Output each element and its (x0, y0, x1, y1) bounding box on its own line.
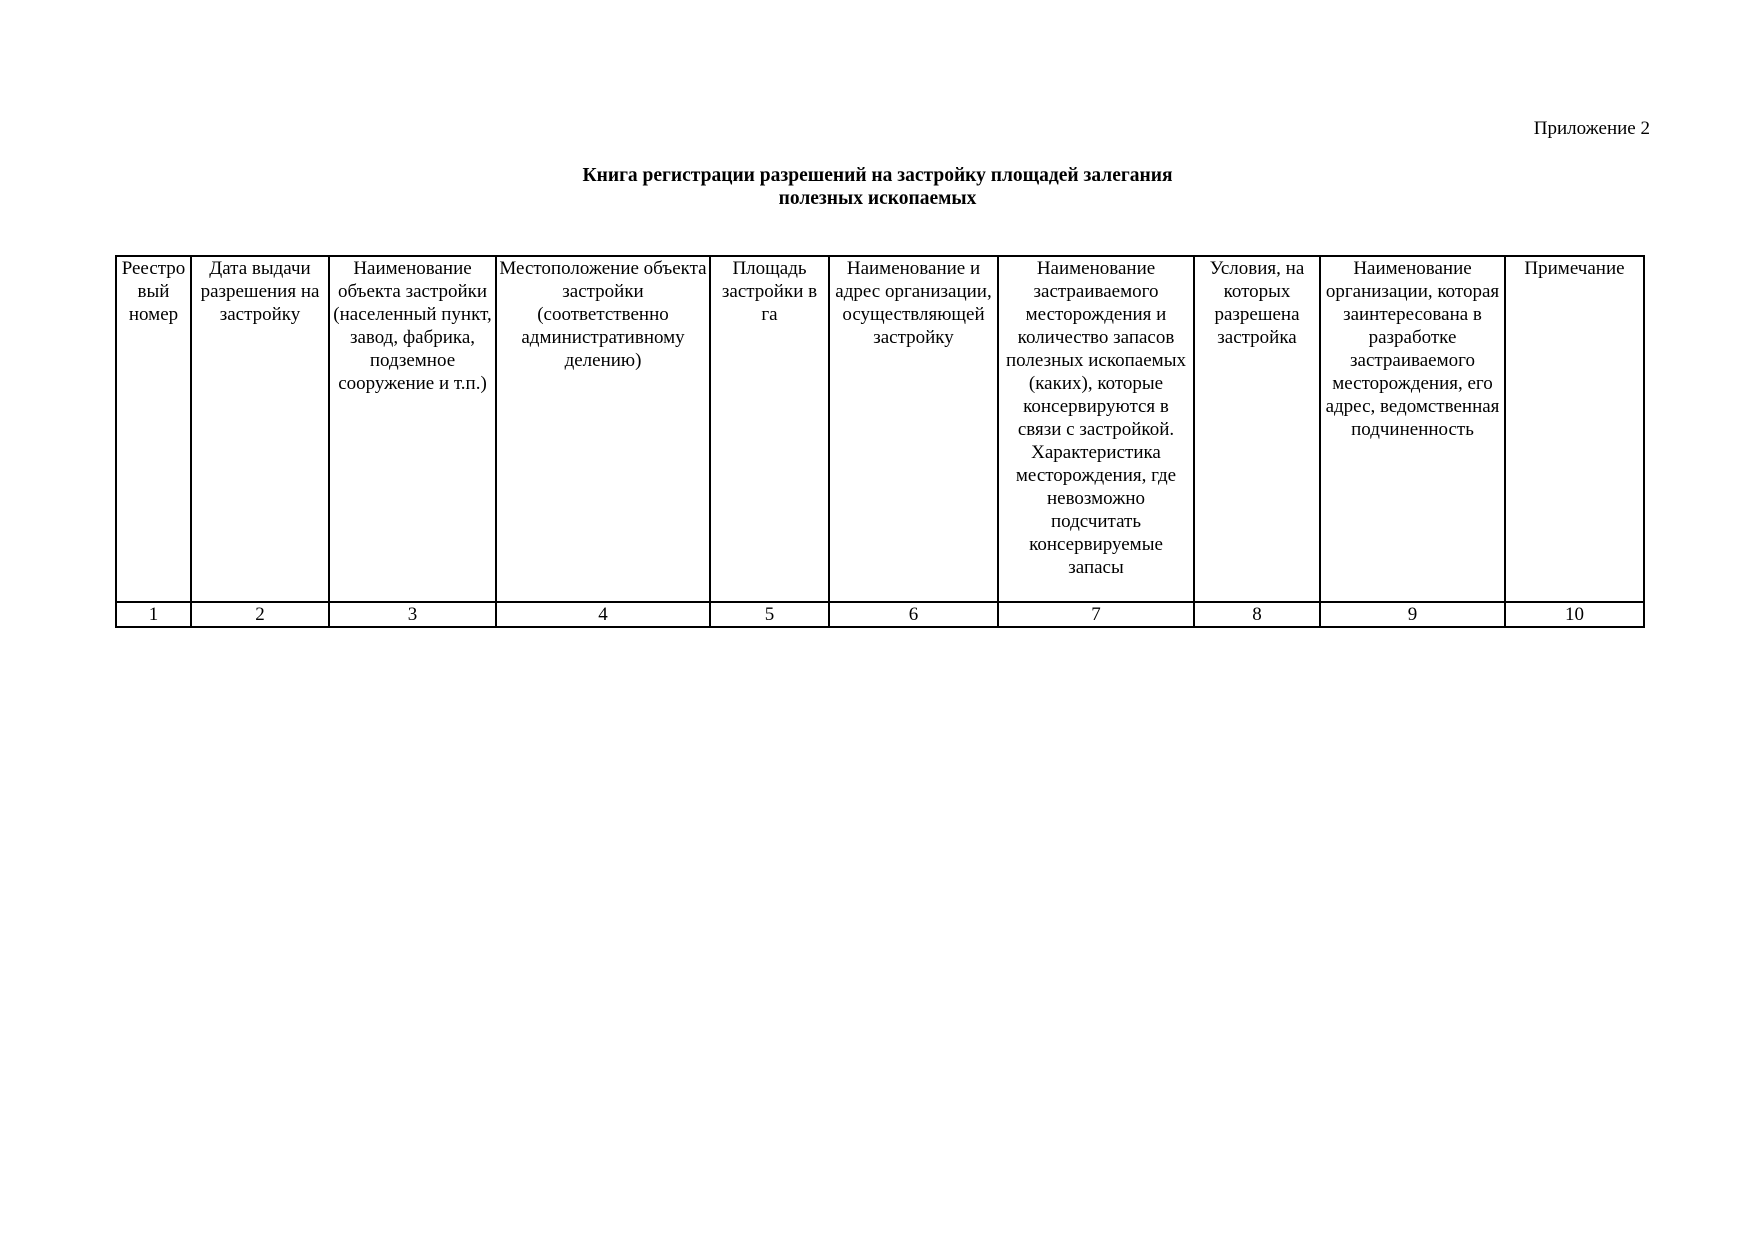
header-permit-conditions: Условия, на которых разрешена застройка (1194, 256, 1320, 602)
column-number-row (116, 602, 1644, 627)
column-number-3: 3 (329, 602, 496, 627)
header-registry-number: Реестро вый номер (116, 256, 191, 602)
header-builder-organization: Наименование и адрес организации, осуществляющей застройку (829, 256, 998, 602)
header-object-name: Наименование объекта застройки (населенный пункт, завод, фабрика, подземное сооружение и т.п.) (329, 256, 496, 602)
registration-table (115, 255, 1645, 628)
column-number-1: 1 (116, 602, 191, 627)
column-number-6: 6 (829, 602, 998, 627)
column-number-7: 7 (998, 602, 1194, 627)
column-number-9: 9 (1320, 602, 1505, 627)
title-line-2: полезных ископаемых (778, 188, 977, 209)
title-line-1: Книга регистрации разрешений на застройку площадей залегания (582, 165, 1173, 186)
document-title (0, 164, 1755, 210)
column-number-4: 4 (496, 602, 710, 627)
column-number-10: 10 (1505, 602, 1644, 627)
column-number-2: 2 (191, 602, 329, 627)
header-area: Площадь застройки в га (710, 256, 829, 602)
header-issue-date: Дата выдачи разрешения на застройку (191, 256, 329, 602)
column-number-8: 8 (1194, 602, 1320, 627)
header-interested-organization: Наименование организации, которая заинтересована в разработке застраиваемого месторождения, его адрес, ведомственная подчиненность (1320, 256, 1505, 602)
header-object-location: Местоположение объекта застройки (соответственно административному делению) (496, 256, 710, 602)
header-deposit-name: Наименование застраиваемого месторождения и количество запасов полезных ископаемых (каких), которые консервируются в связи с застройкой. Характеристика месторождения, где невозможно подсчитать консервируемые запасы (998, 256, 1194, 602)
header-note: Примечание (1505, 256, 1644, 602)
table-header-row (116, 256, 1644, 602)
appendix-label: Приложение 2 (1533, 118, 1650, 139)
column-number-5: 5 (710, 602, 829, 627)
